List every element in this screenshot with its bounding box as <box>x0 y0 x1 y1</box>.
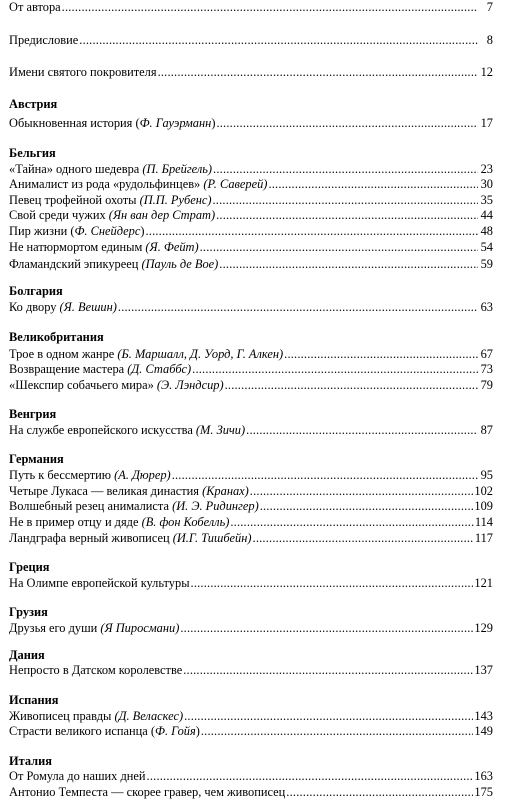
page-number: 143 <box>474 709 493 723</box>
page-number: 12 <box>480 65 493 79</box>
entry-title: Возвращение мастера (Д. Стаббс) <box>9 362 192 376</box>
page-number: 44 <box>480 208 493 222</box>
toc-entry[interactable] <box>9 663 493 678</box>
dot-leader <box>246 423 478 438</box>
dot-leader <box>191 576 474 591</box>
toc-entry[interactable] <box>9 531 493 546</box>
entry-author: (П.П. Рубенс) <box>139 193 212 207</box>
page-number: 121 <box>474 576 493 590</box>
entry-author: Ф. Гойя <box>155 724 196 738</box>
entry-title: Певец трофейной охоты (П.П. Рубенс) <box>9 193 212 207</box>
dot-leader <box>62 0 478 15</box>
entry-author: (Ян ван дер Страт) <box>108 208 216 222</box>
toc-entry[interactable] <box>9 423 493 438</box>
page-number: 67 <box>480 347 493 361</box>
section-heading: Испания <box>9 693 59 707</box>
entry-author: (Кранах) <box>202 484 249 498</box>
dot-leader <box>213 162 478 177</box>
page-number: 163 <box>474 769 493 783</box>
page-number: 114 <box>474 515 493 529</box>
entry-author: (Пауль де Вое) <box>141 257 219 271</box>
section-heading: Германия <box>9 452 64 466</box>
dot-leader <box>145 224 478 239</box>
entry-author: (Д. Стаббс) <box>127 362 192 376</box>
dot-leader <box>225 378 478 393</box>
dot-leader <box>284 347 478 362</box>
entry-title: Не в пример отцу и дяде (В. фон Кобелль) <box>9 515 230 529</box>
entry-author: (Д. Веласкес) <box>114 709 184 723</box>
page-number: 137 <box>474 663 493 677</box>
page-number: 117 <box>474 531 493 545</box>
toc-entry[interactable] <box>9 621 493 636</box>
entry-author: (Я. Фейт) <box>145 240 199 254</box>
entry-title: Не натюрмортом единым (Я. Фейт) <box>9 240 199 254</box>
entry-author: (Б. Маршалл, Д. Уорд, Г. Алкен) <box>117 347 284 361</box>
entry-title: «Шекспир собачьего мира» (Э. Лэндсир) <box>9 378 224 392</box>
dot-leader <box>213 193 479 208</box>
toc-entry[interactable] <box>9 785 493 800</box>
page-number: 54 <box>480 240 493 254</box>
dot-leader <box>216 208 478 223</box>
entry-title: Ландграфа верный живописец (И.Г. Тишбейн) <box>9 531 252 545</box>
entry-author: (В. фон Кобелль) <box>141 515 230 529</box>
entry-title: Страсти великого испанца (Ф. Гойя) <box>9 724 200 738</box>
entry-title: Обыкновенная история (Ф. Гауэрманн) <box>9 116 216 130</box>
entry-title: На службе европейского искусства (М. Зичи) <box>9 423 246 437</box>
toc-entry[interactable] <box>9 378 493 393</box>
toc-entry[interactable] <box>9 709 493 724</box>
entry-author: (М. Зичи) <box>195 423 246 437</box>
toc-entry[interactable] <box>9 162 493 177</box>
dot-leader <box>250 484 474 499</box>
entry-title: На Олимпе европейской культуры <box>9 576 190 590</box>
dot-leader <box>216 116 478 131</box>
toc-entry[interactable] <box>9 484 493 499</box>
entry-title: Непросто в Датском королевстве <box>9 663 183 677</box>
entry-title: Имени святого покровителя <box>9 65 157 79</box>
entry-author: (Я Пиросмани) <box>100 621 180 635</box>
dot-leader <box>192 362 478 377</box>
entry-author: (И. Э. Ридингер) <box>172 499 259 513</box>
dot-leader <box>219 257 478 272</box>
page-number: 35 <box>480 193 493 207</box>
toc-entry-from-author[interactable] <box>9 0 493 15</box>
section-heading: Италия <box>9 754 52 768</box>
dot-leader <box>180 621 473 636</box>
entry-title: Живописец правды (Д. Веласкес) <box>9 709 184 723</box>
section-heading: Греция <box>9 560 50 574</box>
dot-leader <box>230 515 474 530</box>
toc-entry[interactable] <box>9 116 493 131</box>
entry-title: Ко двору (Я. Вешин) <box>9 300 117 314</box>
page-number: 175 <box>474 785 493 799</box>
entry-title: От Ромула до наших дней <box>9 769 146 783</box>
page-number: 95 <box>480 468 493 482</box>
entry-title: От автора <box>9 0 61 14</box>
page-number: 79 <box>480 378 493 392</box>
entry-author: (И.Г. Тишбейн) <box>172 531 252 545</box>
toc-entry[interactable] <box>9 576 493 591</box>
entry-author: (Э. Лэндсир) <box>156 378 224 392</box>
page-number: 30 <box>480 177 493 191</box>
toc-entry-preface[interactable] <box>9 33 493 48</box>
page-number: 73 <box>480 362 493 376</box>
page-number: 63 <box>480 300 493 314</box>
toc-entry[interactable] <box>9 499 493 514</box>
entry-title: Анималист из рода «рудольфинцев» (Р. Саверей) <box>9 177 268 191</box>
toc-entry[interactable] <box>9 177 493 192</box>
section-heading: Бельгия <box>9 146 56 160</box>
entry-title: Трое в одном жанре (Б. Маршалл, Д. Уорд, Г. Алкен) <box>9 347 284 361</box>
toc-entry[interactable] <box>9 347 493 362</box>
entry-title: Волшебный резец анималиста (И. Э. Ридингер) <box>9 499 259 513</box>
toc-entry[interactable] <box>9 193 493 208</box>
dot-leader <box>286 785 473 800</box>
entry-title: Фламандский эпикуреец (Пауль де Вое) <box>9 257 219 271</box>
page-number: 48 <box>480 224 493 238</box>
dot-leader <box>118 300 478 315</box>
entry-title: Пир жизни (Ф. Снейдерс) <box>9 224 145 238</box>
entry-author: (П. Брейгель) <box>142 162 213 176</box>
page-number: 7 <box>486 0 493 14</box>
dot-leader <box>184 709 473 724</box>
entry-author: (Р. Саверей) <box>203 177 268 191</box>
dot-leader <box>158 65 478 80</box>
page-number: 109 <box>474 499 493 513</box>
section-heading: Австрия <box>9 97 58 111</box>
section-heading: Великобритания <box>9 330 104 344</box>
page-number: 8 <box>486 33 493 47</box>
dot-leader <box>183 663 473 678</box>
entry-author: Ф. Снейдерс <box>74 224 141 238</box>
toc-entry[interactable] <box>9 769 493 784</box>
toc-entry[interactable] <box>9 240 493 255</box>
toc-entry[interactable] <box>9 224 493 239</box>
toc-entry[interactable] <box>9 300 493 315</box>
section-heading: Болгария <box>9 284 63 298</box>
toc-entry-patron-saint[interactable] <box>9 65 493 80</box>
page-number: 23 <box>480 162 493 176</box>
dot-leader <box>79 33 478 48</box>
dot-leader <box>200 240 478 255</box>
entry-title: Четыре Лукаса — великая династия (Кранах) <box>9 484 249 498</box>
entry-author: (Я. Вешин) <box>59 300 117 314</box>
toc-entry[interactable] <box>9 208 493 223</box>
section-heading: Грузия <box>9 605 48 619</box>
page-number: 102 <box>474 484 493 498</box>
entry-title: Путь к бессмертию (А. Дюрер) <box>9 468 171 482</box>
entry-title: Предисловие <box>9 33 79 47</box>
section-heading: Дания <box>9 648 45 662</box>
toc-entry[interactable] <box>9 515 493 530</box>
dot-leader <box>268 177 478 192</box>
toc-entry[interactable] <box>9 724 493 739</box>
entry-title: Свой среди чужих (Ян ван дер Страт) <box>9 208 216 222</box>
dot-leader <box>253 531 474 546</box>
section-heading: Венгрия <box>9 407 57 421</box>
dot-leader <box>260 499 474 514</box>
entry-author: (А. Дюрер) <box>114 468 171 482</box>
toc-entry[interactable] <box>9 257 493 272</box>
page-number: 17 <box>480 116 493 130</box>
entry-author: Ф. Гауэрманн <box>139 116 212 130</box>
entry-title: Антонио Темпеста — скорее гравер, чем живописец <box>9 785 286 799</box>
dot-leader <box>147 769 474 784</box>
dot-leader <box>172 468 478 483</box>
toc-entry[interactable] <box>9 362 493 377</box>
page-number: 149 <box>474 724 493 738</box>
entry-title: Друзья его души (Я Пиросмани) <box>9 621 180 635</box>
dot-leader <box>201 724 474 739</box>
toc-entry[interactable] <box>9 468 493 483</box>
page-number: 87 <box>480 423 493 437</box>
page-number: 59 <box>480 257 493 271</box>
page-number: 129 <box>474 621 493 635</box>
entry-title: «Тайна» одного шедевра (П. Брейгель) <box>9 162 213 176</box>
